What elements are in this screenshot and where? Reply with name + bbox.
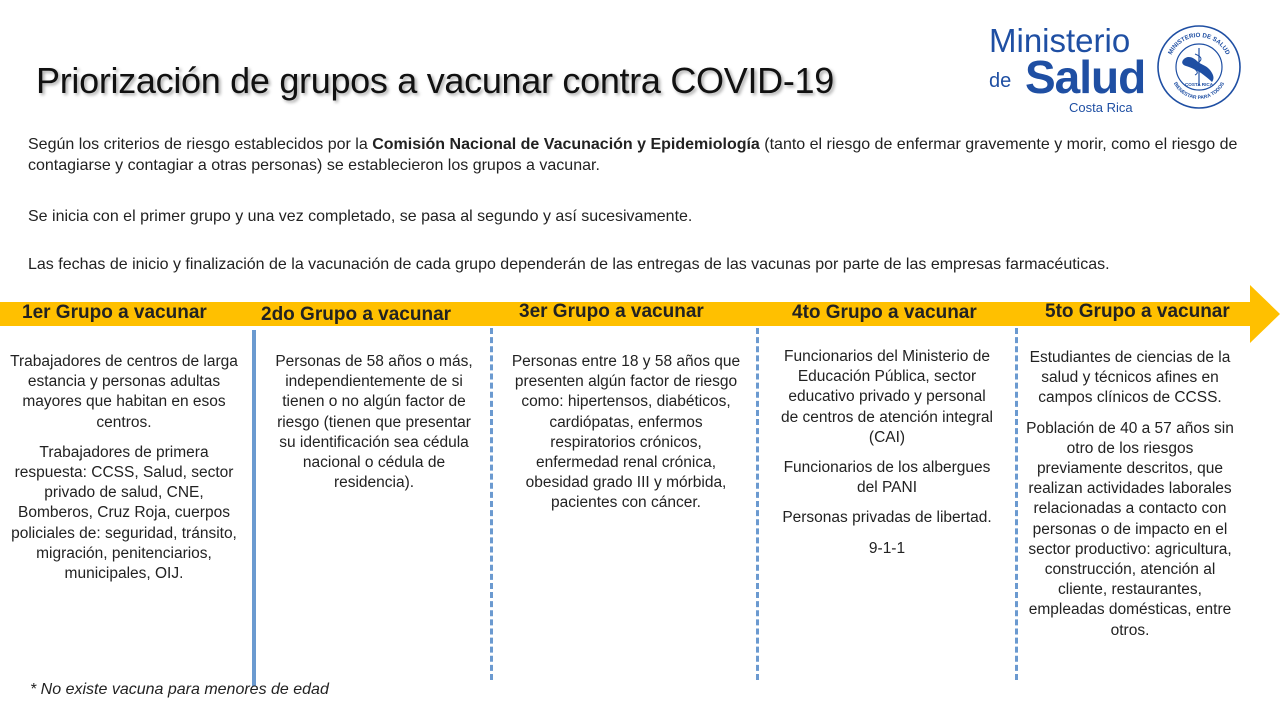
group-divider [252, 330, 256, 686]
group-2-paragraph: Personas de 58 años o más, independientemente de si tienen o no algún factor de riesgo (tienen que presentar su identificación sea cédula nacional o cédula de residencia). [275, 353, 473, 492]
group-4-paragraph: Funcionarios de los albergues del PANI [783, 459, 991, 497]
group-1-paragraph: Trabajadores de primera respuesta: CCSS, Salud, sector privado de salud, CNE, Bomberos, Cruz Roja, cuerpos policiales de: seguridad, tránsito, migración, penitenciarios, municipales, OIJ. [11, 443, 237, 583]
intro-text: (tanto el riesgo de enfermar gravemente y morir, como el riesgo de contagiarse y contagiar a otras personas) se establecieron los grupos a vacunar. [28, 136, 1238, 174]
footnote: * No existe vacuna para menores de edad [30, 681, 329, 698]
group-divider [490, 328, 493, 680]
group-4-content [778, 347, 996, 569]
group-5-content [1026, 348, 1234, 651]
group-2-content [270, 352, 478, 503]
group-divider [756, 328, 759, 680]
seal-country-text: COSTA RICA [1184, 82, 1214, 87]
group-1-content [8, 352, 240, 594]
group-5-paragraph: Población de 40 a 57 años sin otro de los riesgos previamente descritos, que realizan actividades laborales relacionadas a contacto con personas o de impacto en el sector productivo: agricultura, construcción, atención al cliente, restaurantes, empleadas domésticas, entre otros. [1026, 419, 1234, 639]
seal-bottom-text: BIENESTAR PARA TODOS [1171, 81, 1227, 102]
logo-word-ministerio: Ministerio [989, 22, 1131, 59]
intro-text: Según los criterios de riesgo establecidos por la [28, 136, 373, 153]
country-map-icon [1182, 57, 1213, 82]
group-5-heading: 5to Grupo a vacunar [1045, 301, 1230, 322]
logo-word-costa-rica: Costa Rica [1069, 100, 1133, 115]
group-5-paragraph: Estudiantes de ciencias de la salud y técnicos afines en campos clínicos de CCSS. [1029, 349, 1231, 407]
group-4-paragraph: Personas privadas de libertad. [782, 509, 992, 527]
intro-paragraph-dates: Las fechas de inicio y finalización de la vacunación de cada grupo dependerán de las entregas de las vacunas por parte de las empresas farmacéuticas. [28, 256, 1110, 273]
seal-top-text: MINISTERIO DE SALUD [1166, 31, 1232, 56]
group-2-heading: 2do Grupo a vacunar [261, 304, 452, 325]
group-4-heading: 4to Grupo a vacunar [792, 302, 977, 323]
logo-word-de: de [989, 70, 1012, 92]
group-3-paragraph: Personas entre 18 y 58 años que presenten algún factor de riesgo como: hipertensos, diabéticos, cardiópatas, enfermos respiratorios crónicos, enfermedad renal crónica, obesidad grado III y mórbida, pacientes con cáncer. [511, 353, 741, 512]
group-4-paragraph: 9-1-1 [868, 539, 906, 557]
page-title: Priorización de grupos a vacunar contra COVID-19 [36, 60, 834, 101]
ministerio-de-salud-logo [985, 22, 1245, 122]
group-3-heading: 3er Grupo a vacunar [519, 301, 704, 322]
commission-name: Comisión Nacional de Vacunación y Epidemiología [372, 136, 760, 153]
logo-word-salud: Salud [1025, 51, 1146, 103]
group-1-paragraph: Trabajadores de centros de larga estancia y personas adultas mayores que habitan en esos centros. [10, 353, 238, 431]
intro-paragraph-sequence: Se inicia con el primer grupo y una vez completado, se pasa al segundo y así sucesivamente. [28, 208, 693, 225]
seal-icon [1156, 24, 1242, 110]
group-4-paragraph: Funcionarios del Ministerio de Educación Pública, sector educativo privado y personal de centros de atención integral (CAI) [781, 348, 993, 446]
group-1-heading: 1er Grupo a vacunar [22, 302, 207, 323]
group-divider [1015, 328, 1018, 680]
intro-paragraph-criteria [28, 134, 1258, 176]
group-3-content [508, 352, 744, 524]
